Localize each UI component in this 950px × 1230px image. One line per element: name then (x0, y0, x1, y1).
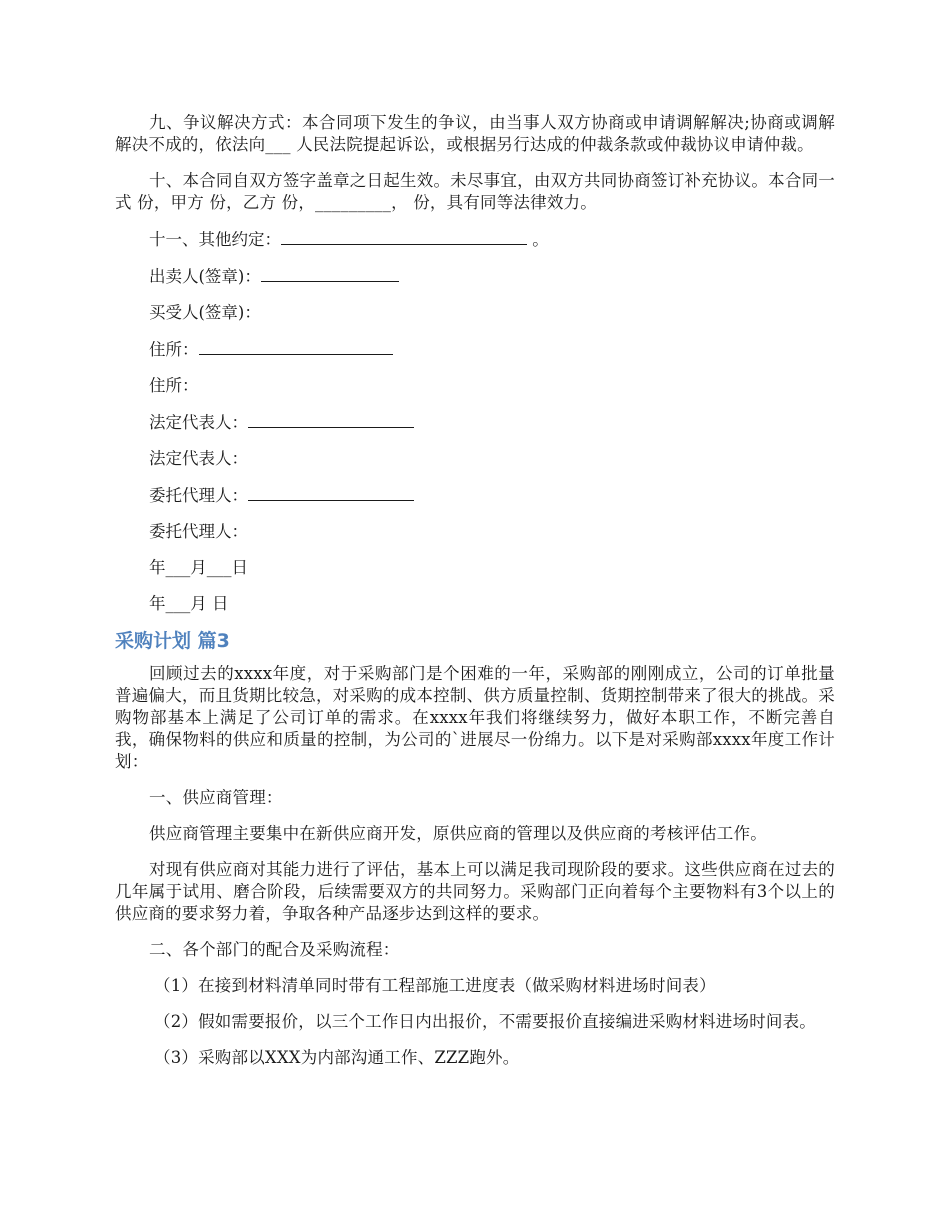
seller-address-label: 住所： (149, 340, 199, 359)
seller-legal-rep-line (115, 411, 835, 434)
buyer-date-line (115, 593, 835, 615)
clause-11-suffix: 。 (532, 230, 549, 249)
seller-agent-line (115, 484, 835, 507)
seller-legal-rep-label: 法定代表人： (149, 413, 248, 432)
seller-agent-blank (248, 484, 414, 501)
buyer-legal-rep-label: 法定代表人： (149, 449, 248, 468)
buyer-legal-rep-line (115, 448, 835, 470)
seller-signature-line (115, 265, 835, 288)
item-1-title: 一、供应商管理： (149, 788, 283, 807)
clause-10-paragraph: 十、本合同自双方签字盖章之日起生效。未尽事宜，由双方共同协商签订补充协议。本合同一式 份，甲方 份，乙方 份，_________， 份，具有同等法律效力。 (115, 171, 835, 212)
seller-date-text: 年___月___日 (149, 558, 248, 577)
item-2-title: 二、各个部门的配合及采购流程： (149, 940, 400, 959)
item-1-paragraph-2: 对现有供应商对其能力进行了评估，基本上可以满足我司现阶段的要求。这些供应商在过去的几年属于试用、磨合阶段，后续需要双方的共同努力。采购部门正向着每个主要物料有3个以上的供应商的要求努力着，争取各种产品逐步达到这样的要求。 (115, 860, 835, 923)
buyer-signature-line (115, 302, 835, 324)
buyer-date-text: 年___月 日 (149, 594, 229, 613)
clause-11-line (115, 228, 835, 251)
item-1-paragraph-1: 供应商管理主要集中在新供应商开发，原供应商的管理以及供应商的考核评估工作。 (149, 824, 767, 843)
seller-legal-rep-blank (248, 411, 414, 428)
clause-9-paragraph: 九、争议解决方式：本合同项下发生的争议，由当事人双方协商或申请调解解决;协商或调解解决不成的，依法向___ 人民法院提起诉讼，或根据另行达成的仲裁条款或仲裁协议申请仲裁。 (115, 113, 835, 154)
seller-date-line (115, 557, 835, 579)
section-heading: 采购计划 篇3 (115, 630, 230, 652)
intro-paragraph: 回顾过去的xxxx年度，对于采购部门是个困难的一年，采购部的刚刚成立，公司的订单批量普遍偏大，而且货期比较急，对采购的成本控制、供方质量控制、货期控制带来了很大的挑战。采购物部基本上满足了公司订单的需求。在xxxx年我们将继续努力，做好本职工作，不断完善自我，确保物料的供应和质量的控制，为公司的`进展尽一份绵力。以下是对采购部xxxx年度工作计划： (115, 664, 835, 771)
buyer-agent-label: 委托代理人： (149, 522, 248, 541)
buyer-agent-line (115, 521, 835, 543)
step-2-paragraph: （2）假如需要报价，以三个工作日内出报价，不需要报价直接编进采购材料进场时间表。 (154, 1012, 816, 1031)
document-content (115, 112, 835, 1083)
seller-agent-label: 委托代理人： (149, 486, 248, 505)
seller-signature-blank (261, 265, 399, 282)
buyer-signature-label: 买受人(签章)： (149, 303, 261, 322)
buyer-address-line (115, 375, 835, 397)
seller-signature-label: 出卖人(签章)： (149, 267, 261, 286)
step-1-paragraph: （1）在接到材料清单同时带有工程部施工进度表（做采购材料进场时间表） (154, 976, 716, 995)
clause-11-blank (281, 228, 527, 245)
seller-address-line (115, 338, 835, 361)
seller-address-blank (199, 338, 393, 355)
buyer-address-label: 住所： (149, 376, 199, 395)
step-3-paragraph: （3）采购部以XXX为内部沟通工作、ZZZ跑外。 (154, 1048, 520, 1067)
clause-11-label: 十一、其他约定： (149, 230, 281, 249)
